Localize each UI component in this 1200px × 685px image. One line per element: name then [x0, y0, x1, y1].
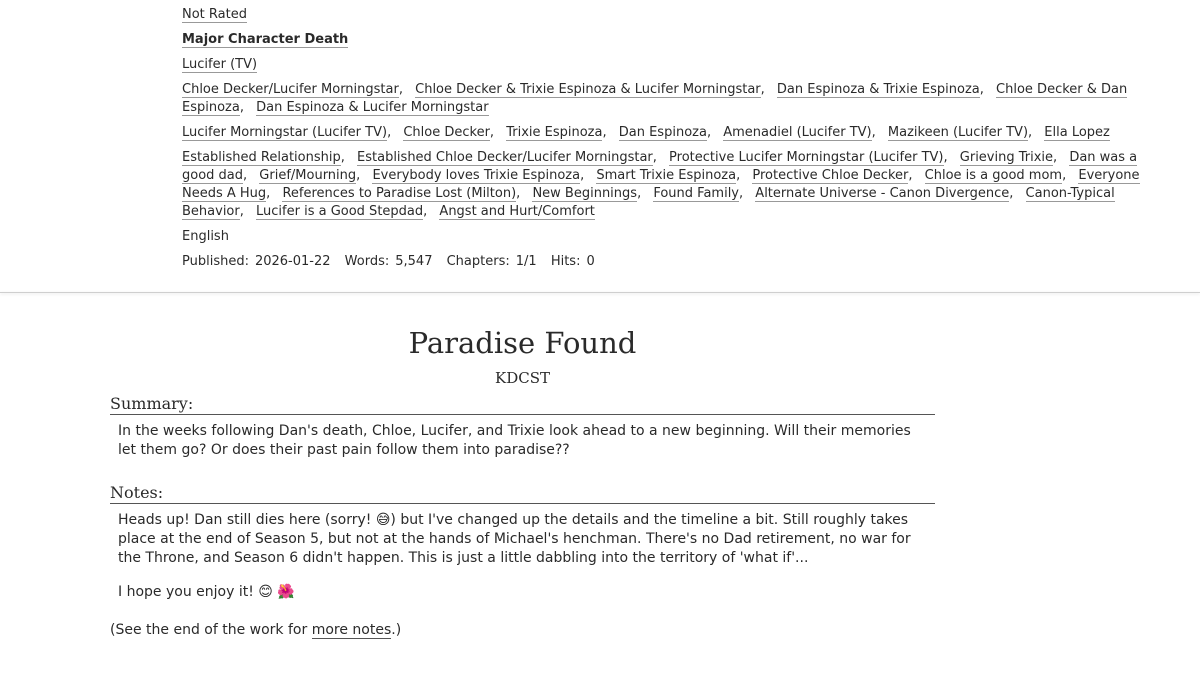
hits-value: 0 — [586, 254, 595, 269]
tag-separator: , — [908, 168, 913, 183]
character-tags — [182, 124, 1172, 142]
hits-label: Hits: — [550, 254, 581, 269]
freeform-tag[interactable]: Canon-Typical Behavior — [182, 186, 1115, 219]
tag-separator: , — [706, 125, 712, 140]
words-value: 5,547 — [395, 254, 433, 269]
footnote-prefix: (See the end of the work for — [110, 622, 312, 638]
character-tag[interactable]: Dan Espinoza — [618, 125, 707, 140]
character-tag[interactable]: Chloe Decker — [403, 125, 490, 140]
words-label: Words: — [344, 254, 390, 269]
published-label: Published: — [182, 254, 249, 269]
tag-separator: , — [243, 168, 248, 183]
freeform-tag[interactable]: Smart Trixie Espinoza — [596, 168, 737, 183]
notes-paragraph-2: I hope you enjoy it! 😊 🌺 — [118, 584, 295, 600]
freeform-tag[interactable]: Grief/Mourning — [259, 168, 357, 183]
freeform-tag[interactable]: Chloe is a good mom — [924, 168, 1063, 183]
tag-separator: , — [637, 186, 642, 201]
character-tag[interactable]: Amenadiel (Lucifer TV) — [723, 125, 872, 140]
rating-row — [182, 6, 1172, 24]
relationship-tag[interactable]: Chloe Decker & Trixie Espinoza & Lucifer Morningstar — [415, 82, 761, 97]
tag-separator: , — [1009, 186, 1014, 201]
tag-separator: , — [943, 150, 948, 165]
freeform-tag[interactable]: Established Relationship — [182, 150, 341, 165]
tag-separator: , — [979, 82, 984, 97]
freeform-tag[interactable]: Established Chloe Decker/Lucifer Morningstar — [357, 150, 653, 165]
freeform-tag[interactable]: Protective Lucifer Morningstar (Lucifer TV) — [669, 150, 944, 165]
work-stats — [182, 253, 1172, 271]
fandom-row — [182, 56, 1172, 74]
published-value: 2026-01-22 — [254, 254, 331, 269]
summary-text: In the weeks following Dan's death, Chloe, Lucifer, and Trixie look ahead to a new beginning. Will their memories let them go? Or does their past pain follow them into paradise?? — [118, 423, 911, 458]
tag-separator: , — [423, 204, 428, 219]
tag-separator: , — [239, 100, 244, 115]
notes-paragraph-1: Heads up! Dan still dies here (sorry! 😅) but I've changed up the details and the timeline a bit. Still roughly takes place at the end of Season 5, but not at the hands of Michael's henchman. There's no Dad retirement, no war for the Throne, and Season 6 didn't happen. This is just a little dabbling into the territory of 'what if'... — [118, 512, 911, 566]
notes-body — [118, 511, 928, 617]
notes-heading: Notes: — [110, 483, 935, 504]
tag-separator: , — [387, 125, 392, 140]
relationship-tags — [182, 81, 1172, 117]
tag-separator: , — [580, 168, 585, 183]
freeform-tag[interactable]: Dan was a good dad — [182, 150, 1138, 183]
chapters-value: 1/1 — [515, 254, 537, 269]
end-notes-pointer — [110, 622, 401, 638]
freeform-tag[interactable]: New Beginnings — [532, 186, 638, 201]
tag-separator: , — [1062, 168, 1067, 183]
freeform-tag[interactable]: Protective Chloe Decker — [752, 168, 909, 183]
tag-separator: , — [340, 150, 345, 165]
warning-tag[interactable]: Major Character Death — [182, 32, 349, 47]
fandom-tag[interactable]: Lucifer (TV) — [182, 57, 258, 72]
relationship-tag[interactable]: Dan Espinoza & Trixie Espinoza — [776, 82, 980, 97]
tag-separator: , — [736, 168, 741, 183]
character-tag[interactable]: Lucifer Morningstar (Lucifer TV) — [182, 125, 388, 140]
tag-separator: , — [398, 82, 403, 97]
tag-separator: , — [1053, 150, 1058, 165]
freeform-tag[interactable]: Grieving Trixie — [959, 150, 1054, 165]
tag-separator: , — [1028, 125, 1033, 140]
warning-row — [182, 31, 1172, 49]
meta-divider — [0, 292, 1200, 293]
freeform-tag[interactable]: References to Paradise Lost (Milton) — [282, 186, 517, 201]
tag-separator: , — [739, 186, 744, 201]
relationship-tag[interactable]: Chloe Decker/Lucifer Morningstar — [182, 82, 399, 97]
rating-tag[interactable]: Not Rated — [182, 7, 247, 22]
tag-separator: , — [516, 186, 521, 201]
tag-separator: , — [266, 186, 271, 201]
freeform-tag[interactable]: Angst and Hurt/Comfort — [439, 204, 595, 219]
tag-separator: , — [489, 125, 495, 140]
freeform-tag[interactable]: Alternate Universe - Canon Divergence — [755, 186, 1010, 201]
summary-heading: Summary: — [110, 394, 935, 415]
relationship-tag[interactable]: Chloe Decker & Dan Espinoza — [182, 82, 1128, 115]
character-tag[interactable]: Ella Lopez — [1044, 125, 1110, 140]
tag-separator: , — [871, 125, 876, 140]
tag-separator: , — [356, 168, 361, 183]
chapters-label: Chapters: — [446, 254, 510, 269]
character-tag[interactable]: Trixie Espinoza — [506, 125, 603, 140]
footnote-suffix: .) — [391, 622, 402, 638]
language: English — [182, 229, 229, 244]
work-author[interactable]: KDCST — [495, 369, 550, 387]
freeform-tag[interactable]: Everyone Needs A Hug — [182, 168, 1140, 201]
more-notes-link[interactable]: more notes — [311, 622, 392, 638]
tag-separator: , — [652, 150, 657, 165]
tag-separator: , — [239, 204, 244, 219]
freeform-tags — [182, 149, 1172, 221]
work-meta — [182, 6, 1172, 278]
summary-body — [118, 422, 928, 475]
character-tag[interactable]: Mazikeen (Lucifer TV) — [887, 125, 1029, 140]
work-title: Paradise Found — [408, 326, 637, 360]
freeform-tag[interactable]: Found Family — [653, 186, 740, 201]
freeform-tag[interactable]: Everybody loves Trixie Espinoza — [372, 168, 581, 183]
freeform-tag[interactable]: Lucifer is a Good Stepdad — [256, 204, 424, 219]
tag-separator: , — [760, 82, 765, 97]
relationship-tag[interactable]: Dan Espinoza & Lucifer Morningstar — [256, 100, 489, 115]
tag-separator: , — [602, 125, 607, 140]
